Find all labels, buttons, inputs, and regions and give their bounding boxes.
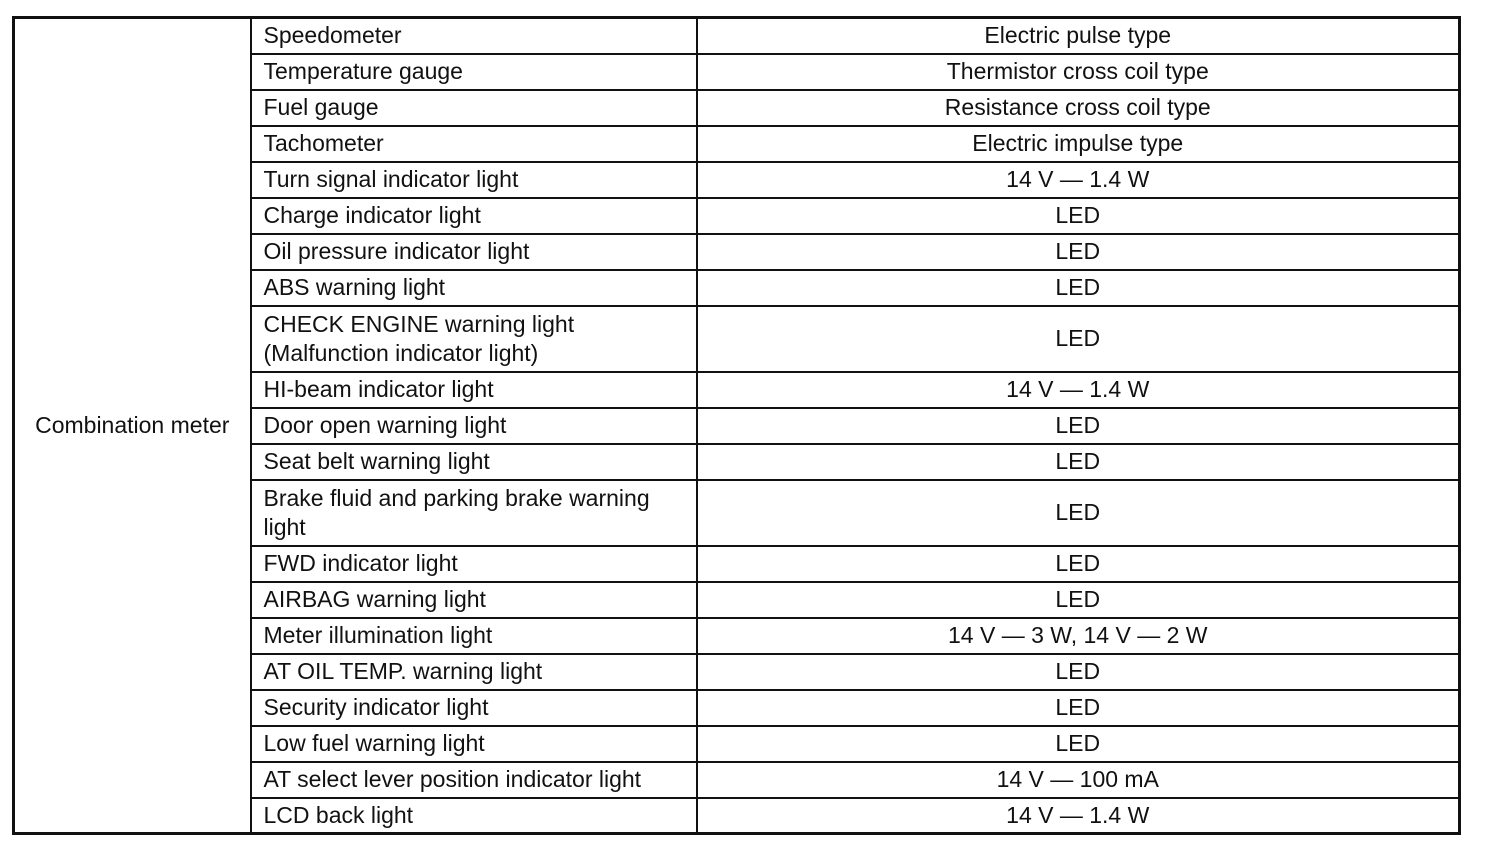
item-cell: AT OIL TEMP. warning light [251, 654, 697, 690]
group-label-cell: Combination meter [14, 18, 251, 834]
item-cell: Door open warning light [251, 408, 697, 444]
value-cell: LED [697, 306, 1460, 372]
value-cell: 14 V — 3 W, 14 V — 2 W [697, 618, 1460, 654]
item-cell: Charge indicator light [251, 198, 697, 234]
value-cell: 14 V — 100 mA [697, 762, 1460, 798]
value-cell: 14 V — 1.4 W [697, 162, 1460, 198]
item-cell: ABS warning light [251, 270, 697, 306]
value-cell: Electric impulse type [697, 126, 1460, 162]
item-cell: FWD indicator light [251, 546, 697, 582]
item-cell: LCD back light [251, 798, 697, 834]
item-cell: CHECK ENGINE warning light (Malfunction indicator light) [251, 306, 697, 372]
item-cell: Turn signal indicator light [251, 162, 697, 198]
item-cell: Fuel gauge [251, 90, 697, 126]
value-cell: LED [697, 690, 1460, 726]
item-cell: HI-beam indicator light [251, 372, 697, 408]
value-cell: LED [697, 480, 1460, 546]
value-cell: LED [697, 654, 1460, 690]
item-cell: AIRBAG warning light [251, 582, 697, 618]
value-cell: LED [697, 444, 1460, 480]
item-cell: Oil pressure indicator light [251, 234, 697, 270]
item-cell: Brake fluid and parking brake warning light [251, 480, 697, 546]
item-cell: Speedometer [251, 18, 697, 54]
value-cell: LED [697, 234, 1460, 270]
item-cell: AT select lever position indicator light [251, 762, 697, 798]
item-cell: Security indicator light [251, 690, 697, 726]
value-cell: Thermistor cross coil type [697, 54, 1460, 90]
item-cell: Seat belt warning light [251, 444, 697, 480]
item-cell: Temperature gauge [251, 54, 697, 90]
table-row [14, 18, 1460, 54]
item-cell: Meter illumination light [251, 618, 697, 654]
value-cell: LED [697, 726, 1460, 762]
value-cell: LED [697, 546, 1460, 582]
value-cell: 14 V — 1.4 W [697, 798, 1460, 834]
value-cell: LED [697, 408, 1460, 444]
value-cell: Resistance cross coil type [697, 90, 1460, 126]
value-cell: LED [697, 582, 1460, 618]
value-cell: Electric pulse type [697, 18, 1460, 54]
item-cell: Low fuel warning light [251, 726, 697, 762]
value-cell: 14 V — 1.4 W [697, 372, 1460, 408]
item-cell: Tachometer [251, 126, 697, 162]
value-cell: LED [697, 198, 1460, 234]
value-cell: LED [697, 270, 1460, 306]
specification-table [12, 16, 1461, 835]
